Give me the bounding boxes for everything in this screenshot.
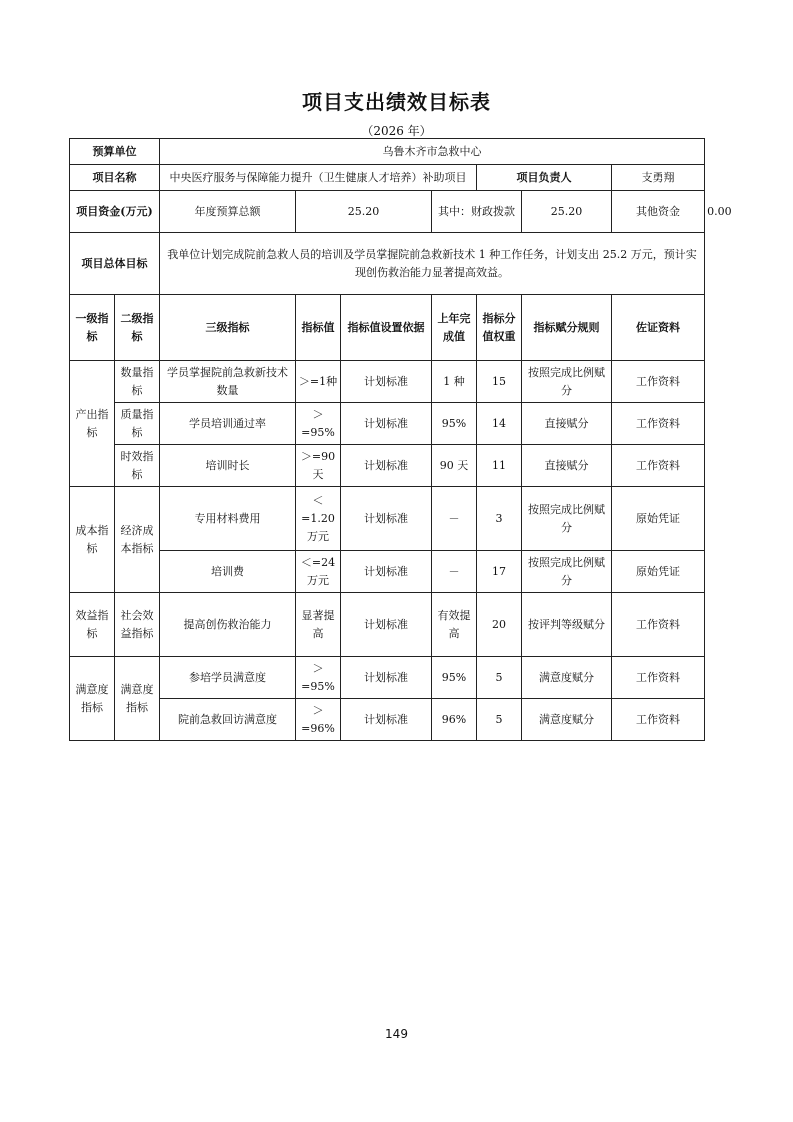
value-cell: ＞=1种 <box>296 361 341 403</box>
column-header-row <box>70 295 705 361</box>
indicator-cell: 专用材料费用 <box>160 487 296 551</box>
rule-cell: 按照完成比例赋分 <box>522 361 612 403</box>
col-weight: 指标分值权重 <box>477 295 522 361</box>
value-cell: ＞=90天 <box>296 445 341 487</box>
col-level3: 三级指标 <box>160 295 296 361</box>
table-row <box>70 403 705 445</box>
table-row <box>70 657 705 699</box>
subgroup-economic-cost: 经济成本指标 <box>115 487 160 593</box>
page-number: 149 <box>385 1027 408 1041</box>
group-cost: 成本指标 <box>70 487 115 593</box>
weight-cell: 17 <box>477 551 522 593</box>
last-year-cell: － <box>432 487 477 551</box>
col-level1: 一级指标 <box>70 295 115 361</box>
fiscal-label: 其中：财政拨款 <box>432 191 522 233</box>
performance-table <box>69 138 732 741</box>
weight-cell: 5 <box>477 699 522 741</box>
table-row <box>70 487 705 551</box>
table-row <box>70 551 705 593</box>
table-row <box>70 445 705 487</box>
basis-cell: 计划标准 <box>341 657 432 699</box>
basis-cell: 计划标准 <box>341 593 432 657</box>
overall-goal-text: 我单位计划完成院前急救人员的培训及学员掌握院前急救新技术 1 种工作任务，计划支出 25.2 万元，预计实现创伤救治能力显著提高效益。 <box>160 233 705 295</box>
basis-cell: 计划标准 <box>341 699 432 741</box>
indicator-cell: 提高创伤救治能力 <box>160 593 296 657</box>
evidence-cell: 工作资料 <box>612 403 705 445</box>
weight-cell: 15 <box>477 361 522 403</box>
indicator-cell: 院前急救回访满意度 <box>160 699 296 741</box>
rule-cell: 直接赋分 <box>522 445 612 487</box>
col-evidence: 佐证资料 <box>612 295 705 361</box>
value-cell: 显著提高 <box>296 593 341 657</box>
group-satisfaction: 满意度指标 <box>70 657 115 741</box>
table-row <box>70 593 705 657</box>
last-year-cell: 95% <box>432 657 477 699</box>
weight-cell: 3 <box>477 487 522 551</box>
last-year-cell: 有效提高 <box>432 593 477 657</box>
value-cell: ＜=1.20万元 <box>296 487 341 551</box>
group-benefit: 效益指标 <box>70 593 115 657</box>
funds-label: 项目资金(万元) <box>70 191 160 233</box>
value-cell: ＜=24万元 <box>296 551 341 593</box>
col-level2: 二级指标 <box>115 295 160 361</box>
indicator-cell: 培训时长 <box>160 445 296 487</box>
rule-cell: 按照完成比例赋分 <box>522 551 612 593</box>
annual-budget-value: 25.20 <box>296 191 432 233</box>
overall-goal-row <box>70 233 705 295</box>
funds-row: 项目资金(万元) 年度预算总额 25.20 其中：财政拨款 25.20 其他资金 0.00 <box>70 191 705 233</box>
project-name-value: 中央医疗服务与保障能力提升（卫生健康人才培养）补助项目 <box>160 165 477 191</box>
fiscal-value: 25.20 <box>522 191 612 233</box>
indicator-cell: 培训费 <box>160 551 296 593</box>
last-year-cell: 1 种 <box>432 361 477 403</box>
subgroup-satisfaction: 满意度指标 <box>115 657 160 741</box>
rule-cell: 直接赋分 <box>522 403 612 445</box>
indicator-cell: 学员掌握院前急救新技术数量 <box>160 361 296 403</box>
other-funds-label: 其他资金 <box>612 191 705 233</box>
basis-cell: 计划标准 <box>341 403 432 445</box>
value-cell: ＞=96% <box>296 699 341 741</box>
weight-cell: 5 <box>477 657 522 699</box>
indicator-cell: 学员培训通过率 <box>160 403 296 445</box>
project-name-row <box>70 165 705 191</box>
rule-cell: 按评判等级赋分 <box>522 593 612 657</box>
page-title: 项目支出绩效目标表 <box>302 90 491 114</box>
subgroup-quality: 质量指标 <box>115 403 160 445</box>
value-cell: ＞=95% <box>296 403 341 445</box>
evidence-cell: 工作资料 <box>612 699 705 741</box>
value-cell: ＞=95% <box>296 657 341 699</box>
evidence-cell: 原始凭证 <box>612 551 705 593</box>
group-output: 产出指标 <box>70 361 115 487</box>
rule-cell: 满意度赋分 <box>522 657 612 699</box>
col-value: 指标值 <box>296 295 341 361</box>
table-row <box>70 699 705 741</box>
indicator-cell: 参培学员满意度 <box>160 657 296 699</box>
basis-cell: 计划标准 <box>341 445 432 487</box>
col-rule: 指标赋分规则 <box>522 295 612 361</box>
subgroup-timeliness: 时效指标 <box>115 445 160 487</box>
rule-cell: 满意度赋分 <box>522 699 612 741</box>
evidence-cell: 工作资料 <box>612 361 705 403</box>
rule-cell: 按照完成比例赋分 <box>522 487 612 551</box>
subgroup-quantity: 数量指标 <box>115 361 160 403</box>
last-year-cell: － <box>432 551 477 593</box>
last-year-cell: 95% <box>432 403 477 445</box>
basis-cell: 计划标准 <box>341 487 432 551</box>
col-last-year: 上年完成值 <box>432 295 477 361</box>
last-year-cell: 96% <box>432 699 477 741</box>
weight-cell: 11 <box>477 445 522 487</box>
table-row <box>70 361 705 403</box>
last-year-cell: 90 天 <box>432 445 477 487</box>
weight-cell: 14 <box>477 403 522 445</box>
weight-cell: 20 <box>477 593 522 657</box>
year-label: （2026 年） <box>361 124 432 138</box>
annual-budget-label: 年度预算总额 <box>160 191 296 233</box>
evidence-cell: 工作资料 <box>612 657 705 699</box>
evidence-cell: 工作资料 <box>612 445 705 487</box>
col-basis: 指标值设置依据 <box>341 295 432 361</box>
subgroup-social-benefit: 社会效益指标 <box>115 593 160 657</box>
evidence-cell: 原始凭证 <box>612 487 705 551</box>
responsible-value: 支勇翔 <box>612 165 705 191</box>
overall-goal-label: 项目总体目标 <box>70 233 160 295</box>
project-name-label: 项目名称 <box>70 165 160 191</box>
budget-unit-label: 预算单位 <box>70 139 160 165</box>
basis-cell: 计划标准 <box>341 361 432 403</box>
responsible-label: 项目负责人 <box>477 165 612 191</box>
budget-unit-row <box>70 139 705 165</box>
basis-cell: 计划标准 <box>341 551 432 593</box>
budget-unit-value: 乌鲁木齐市急救中心 <box>160 139 705 165</box>
evidence-cell: 工作资料 <box>612 593 705 657</box>
